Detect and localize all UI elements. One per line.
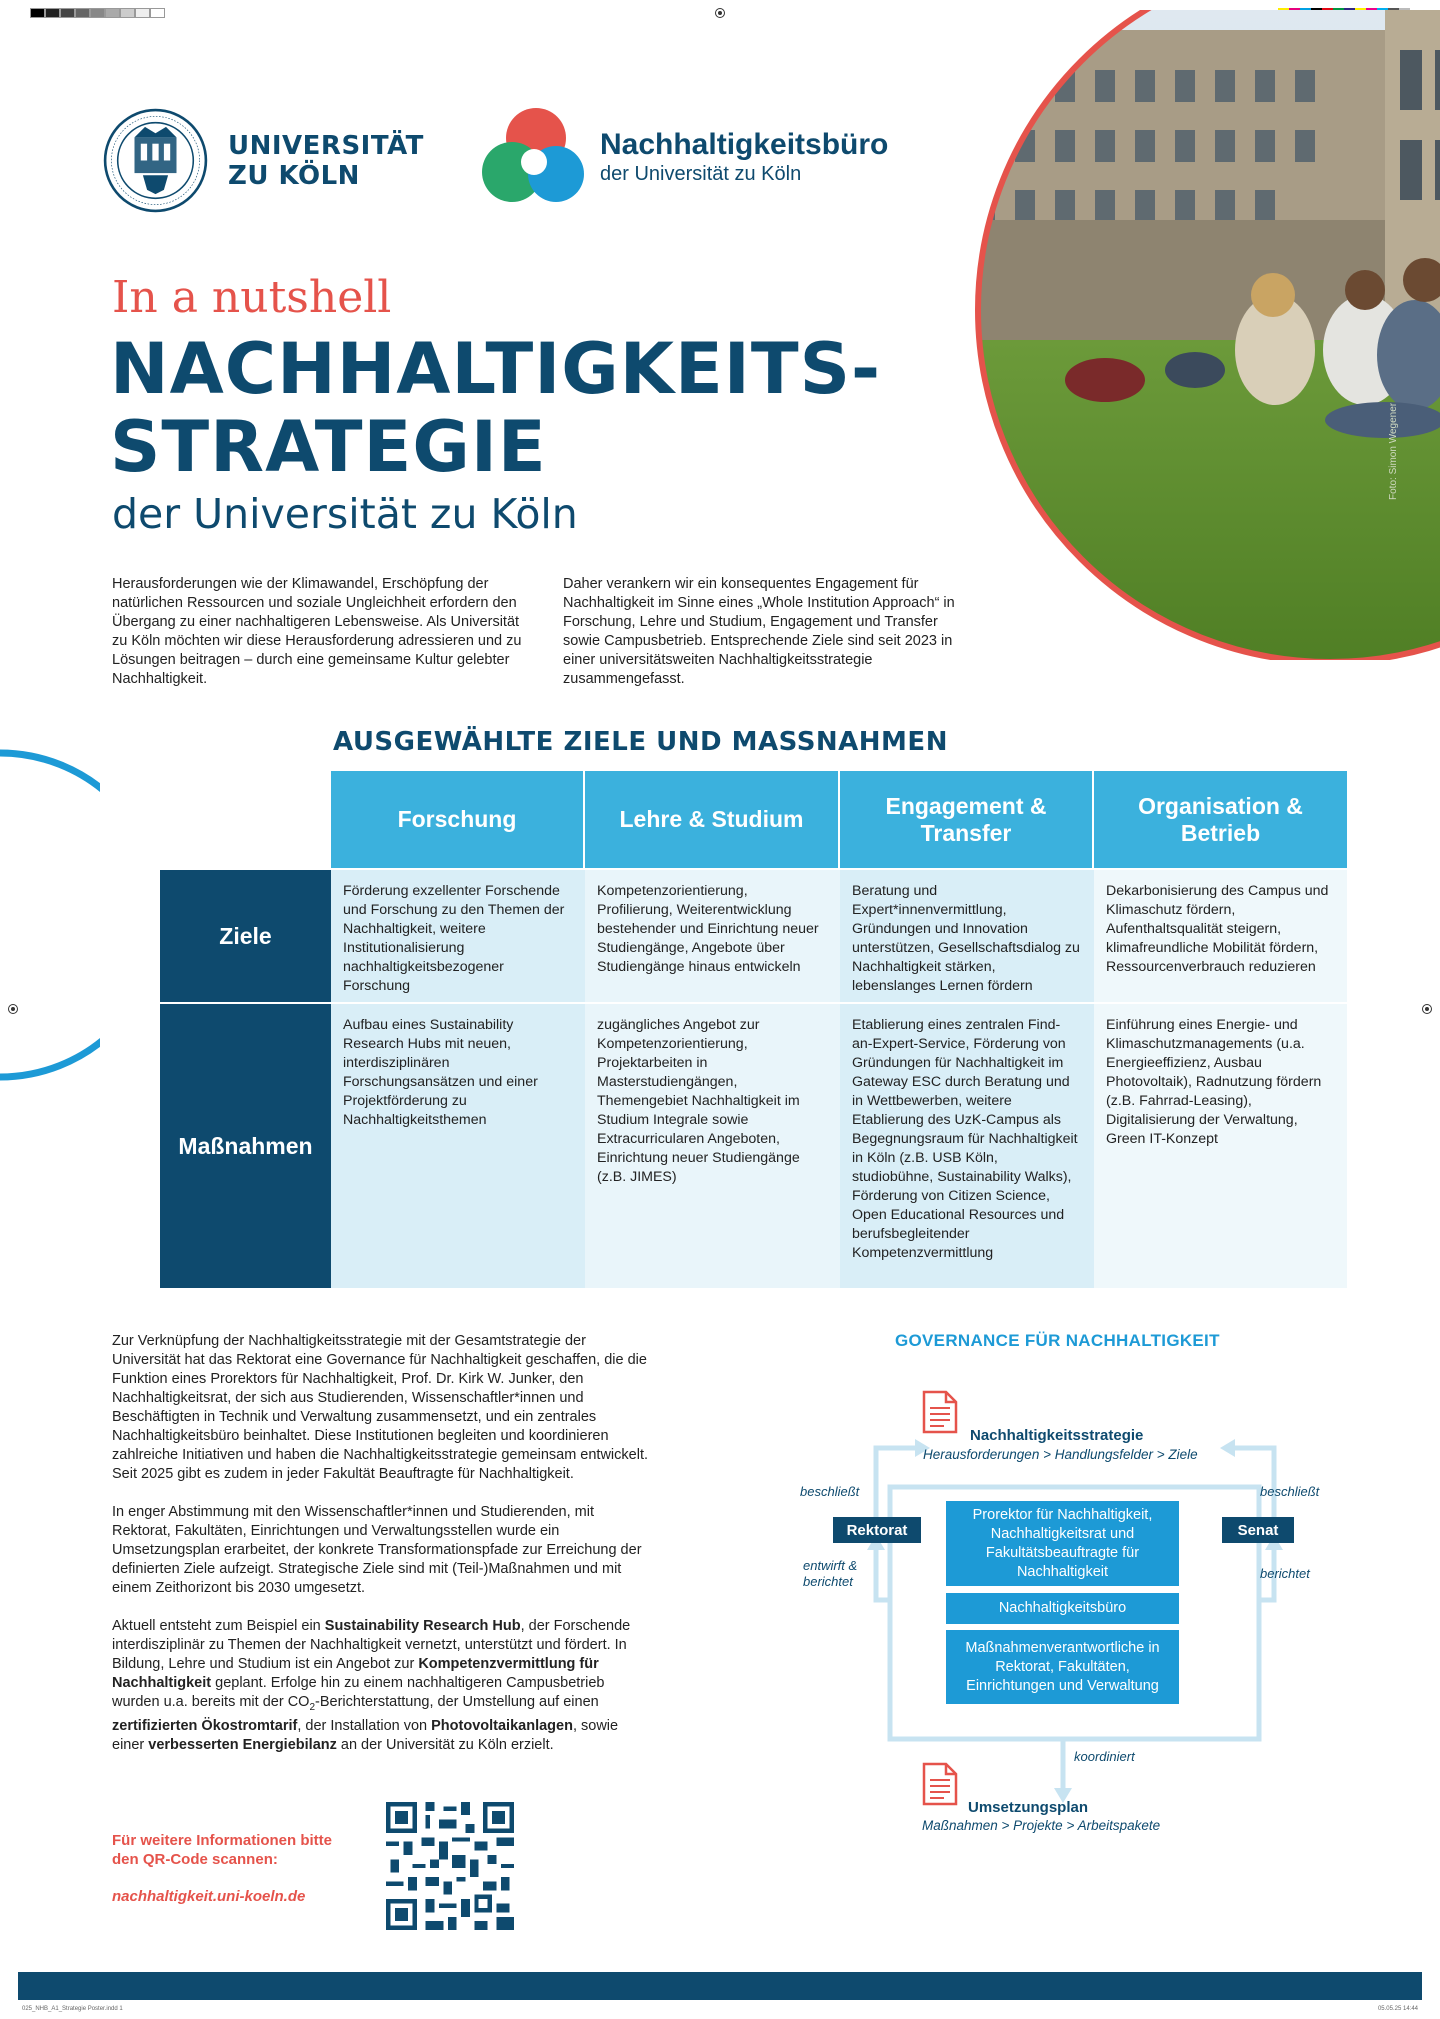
university-name-line1: UNIVERSITÄT xyxy=(228,130,424,161)
footer-bar xyxy=(18,1972,1422,2000)
print-info-right: 05.05.25 14:44 xyxy=(1377,2006,1418,2012)
column-header-engagement: Engagement & Transfer xyxy=(840,771,1092,868)
office-logo[interactable] xyxy=(478,104,888,209)
strategy-subtitle: Herausforderungen > Handlungsfelder > Ziele xyxy=(923,1447,1198,1462)
row-header-massnahmen: Maßnahmen xyxy=(160,1004,331,1288)
page-title-line2: STRATEGIE xyxy=(110,406,547,488)
page-title-line1: NACHHALTIGKEITS- xyxy=(110,328,882,410)
node-senat: Senat xyxy=(1222,1517,1294,1543)
strategy-title: Nachhaltigkeitsstrategie xyxy=(970,1427,1144,1444)
body-paragraph-3: Aktuell entsteht zum Beispiel ein Sustainability Research Hub, der Forschende interdisziplinär zu Themen der Nachhaltigkeit vernetzt, unterstützt und fördert. In Bildung, Lehre und Studium ist ein Angebot zur Kompetenzvermittlung für Nachhaltigkeit geplant. Erfolge hin zu einem nachhaltigeren Campusbetrieb wurden u.a. bereits mit der $CO_2$-Berichterstattung, der Umstellung auf einen zertifizierten Ökostromtarif, der Installation von Photovoltaikanlagen, sowie einer verbesserten Energiebilanz an der Universität zu Köln erzielt. xyxy=(112,1618,631,1753)
university-name xyxy=(228,131,424,191)
website-link[interactable]: nachhaltigkeit.uni-koeln.de xyxy=(112,1888,306,1905)
cell-ziele-organisation: Dekarbonisierung des Campus und Klimaschutz fördern, Aufenthaltsqualität steigern, klimafreundliche Mobilität fördern, Ressourcenverbrauch reduzieren xyxy=(1094,870,1347,1002)
cell-massnahmen-lehre: zugängliches Angebot zur Kompetenzorientierung, Projektarbeiten in Masterstudiengängen, Themengebiet Nachhaltigkeit im Studium Integrale sowie Extracurricularen Angeboten, Einrichtung neuer Studiengänge (z.B. JIMES) xyxy=(585,1004,840,1288)
box-massnahmenverantwortliche: Maßnahmenverantwortliche in Rektorat, Fakultäten, Einrichtungen und Verwaltung xyxy=(946,1630,1179,1704)
cell-ziele-forschung: Förderung exzellenter Forschende und Forschung zu den Themen der Nachhaltigkeit, weitere Institutionalisierung nachhaltigkeitsbezogener Forschung xyxy=(331,870,585,1002)
office-title: Nachhaltigkeitsbüro xyxy=(600,127,889,161)
qr-call-to-action: Für weitere Informationen bitte den QR-Code scannen: xyxy=(112,1832,333,1868)
document-icon xyxy=(922,1390,958,1434)
registration-mark-right xyxy=(1422,1004,1432,1014)
label-koordiniert: koordiniert xyxy=(1074,1749,1135,1764)
body-paragraph-1: Zur Verknüpfung der Nachhaltigkeitsstrategie mit der Gesamtstrategie der Universität hat das Rektorat eine Governance für Nachhaltigkeit geschaffen, die die Funktion eines Prorektors für Nachhaltigkeit, Prof. Dr. Kirk W. Junker, den Nachhaltigkeitsrat, der sich aus Studierenden, Wissenschaftler*innen und Beschäftigten in Technik und Verwaltung zusammensetzt, und ein zentrales Nachhaltigkeitsbüro beinhaltet. Diese Institutionen begleiten und koordinieren zahlreiche Initiativen und haben die Nachhaltigkeitsstrategie gemeinsam entwickelt. Seit 2025 gibt es zudem in jeder Fakultät Beauftragte für Nachhaltigkeit. xyxy=(112,1333,648,1482)
page-title xyxy=(110,330,881,486)
plan-subtitle: Maßnahmen > Projekte > Arbeitspakete xyxy=(922,1818,1161,1833)
box-nachhaltigkeitsbuero: Nachhaltigkeitsbüro xyxy=(946,1593,1179,1624)
governance-title: GOVERNANCE FÜR NACHHALTIGKEIT xyxy=(895,1331,1220,1350)
document-icon xyxy=(922,1762,958,1806)
registration-mark-top xyxy=(715,8,725,18)
office-subtitle: der Universität zu Köln xyxy=(600,162,802,185)
university-name-line2: ZU KÖLN xyxy=(228,160,360,191)
qr-code-icon[interactable] xyxy=(386,1802,514,1930)
intro-text-left: Herausforderungen wie der Klimawandel, Erschöpfung der natürlichen Ressourcen und soziale Ungleichheit erfordern den Übergang zu einer nachhaltigeren Lebensweise. Als Universität zu Köln möchten wir diese Herausforderung adressieren und zu Lösungen beitragen – durch eine gemeinsame Kultur gelebter Nachhaltigkeit. xyxy=(112,576,522,687)
matrix-title: AUSGEWÄHLTE ZIELE UND MASSNAHMEN xyxy=(333,727,948,757)
column-header-organisation: Organisation & Betrieb xyxy=(1094,771,1347,868)
row-header-ziele: Ziele xyxy=(160,870,331,1002)
print-info-left: 025_NHB_A1_Strategie Poster.indd 1 xyxy=(22,2006,123,2012)
column-header-forschung: Forschung xyxy=(331,771,583,868)
cell-ziele-lehre: Kompetenzorientierung, Profilierung, Weiterentwicklung bestehender und Einrichtung neuer Studiengänge, Angebote über Studiengänge hinaus entwickeln xyxy=(585,870,840,1002)
photo-credit: Foto: Simon Wegener xyxy=(1388,402,1399,500)
kicker: In a nutshell xyxy=(112,272,392,323)
print-grayscale-bar xyxy=(30,8,165,18)
label-beschliesst-right: beschließt xyxy=(1260,1484,1320,1499)
label-berichtet: berichtet xyxy=(1260,1566,1310,1581)
cell-massnahmen-engagement: Etablierung eines zentralen Find-an-Expert-Service, Förderung von Gründungen für Nachhaltigkeit im Gateway ESC durch Beratung und in Wettbewerben, weitere Etablierung des UzK-Campus als Begegnungsraum für Nachhaltigkeit in Köln (z.B. USB Köln, studiobühne, Sustainability Walks), Förderung von Citizen Science, Open Educational Resources und berufsbegleitender Kompetenzvermittlung xyxy=(840,1004,1094,1288)
decorative-arc xyxy=(0,745,100,1085)
node-rektorat: Rektorat xyxy=(833,1517,921,1543)
office-trefoil-icon xyxy=(478,104,588,209)
cell-ziele-engagement: Beratung und Expert*innenvermittlung, Gründungen und Innovation unterstützen, Gesellschaftsdialog zu Nachhaltigkeit stärken, lebenslanges Lernen fördern xyxy=(840,870,1094,1002)
body-paragraph-2: In enger Abstimmung mit den Wissenschaftler*innen und Studierenden, mit Rektorat, Fakultäten, Einrichtungen und Verwaltungsstellen wurde ein Umsetzungsplan erarbeitet, der konkrete Transformationspfade zur Erreichung der definierten Ziele aufzeigt. Strategische Ziele sind mit (Teil-)Maßnahmen und mit einem Zeithorizont bis 2030 umgesetzt. xyxy=(112,1504,642,1596)
label-entwirft: entwirft & berichtet xyxy=(803,1558,858,1589)
column-header-lehre: Lehre & Studium xyxy=(585,771,838,868)
cell-massnahmen-forschung: Aufbau eines Sustainability Research Hubs mit neuen, interdisziplinären Forschungsansätzen und einer Projektförderung zu Nachhaltigkeitsthemen xyxy=(331,1004,585,1288)
body-text xyxy=(112,1332,652,1774)
campus-photo xyxy=(945,10,1440,660)
university-logo[interactable] xyxy=(103,108,424,213)
plan-title: Umsetzungsplan xyxy=(968,1799,1089,1816)
label-beschliesst-left: beschließt xyxy=(800,1484,860,1499)
university-seal-icon xyxy=(103,108,208,213)
intro-text-right: Daher verankern wir ein konsequentes Engagement für Nachhaltigkeit im Sinne eines „Whole Institution Approach“ in Forschung, Lehre und Studium, Engagement und Transfer sowie Campusbetrieb. Entsprechende Ziele sind seit 2023 in einer universitätsweiten Nachhaltigkeitsstrategie zusammengefasst. xyxy=(563,576,955,687)
page-subtitle: der Universität zu Köln xyxy=(112,490,578,538)
box-prorektor: Prorektor für Nachhaltigkeit, Nachhaltigkeitsrat und Fakultätsbeauftragte für Nachhaltigkeit xyxy=(946,1501,1179,1586)
cell-massnahmen-organisation: Einführung eines Energie- und Klimaschutzmanagements (u.a. Energieeffizienz, Ausbau Photovoltaik), Radnutzung fördern (z.B. Fahrrad-Leasing), Digitalisierung der Verwaltung, Green IT-Konzept xyxy=(1094,1004,1347,1288)
matrix-row-divider xyxy=(160,1002,1348,1004)
